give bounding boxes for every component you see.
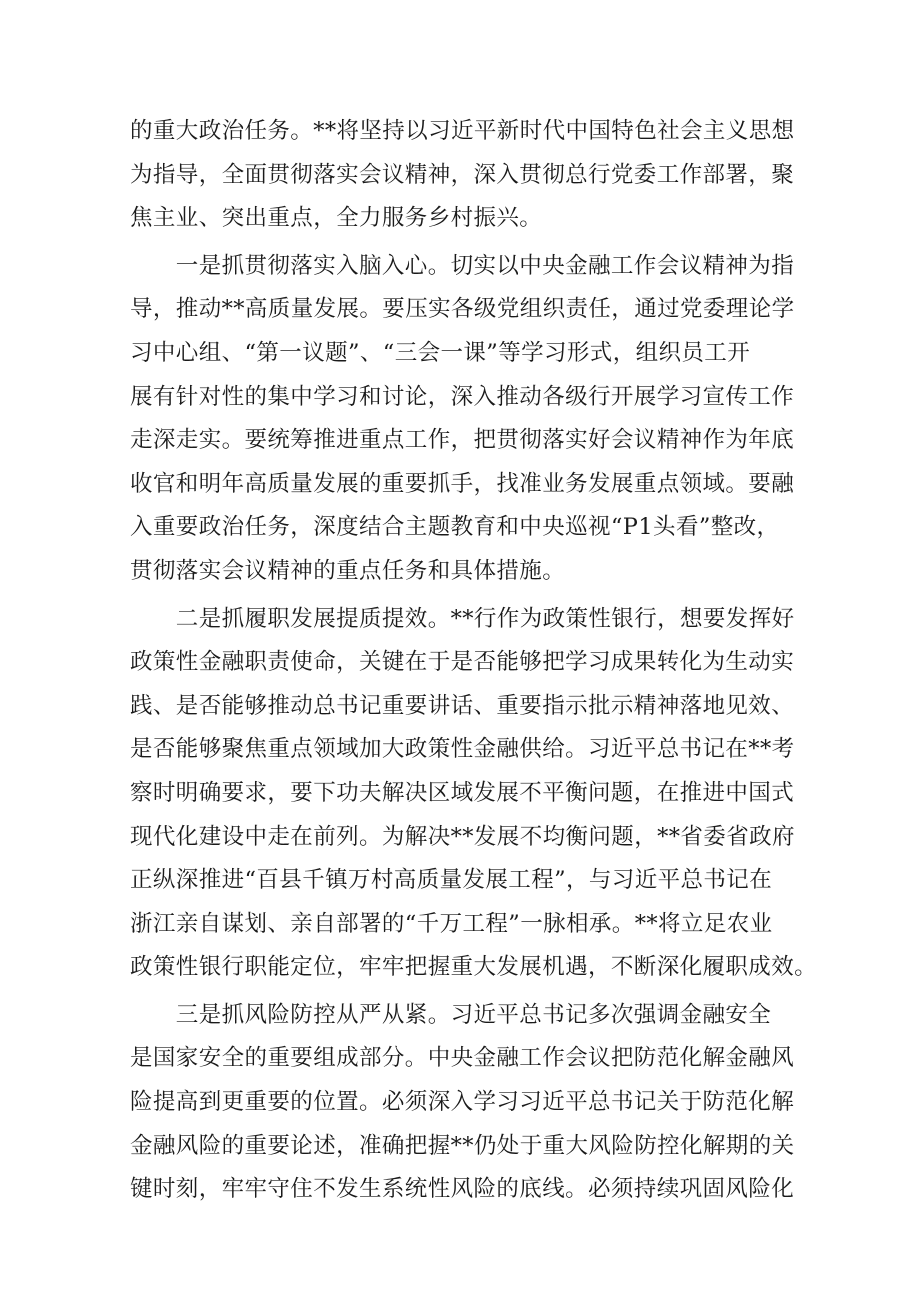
- text-line: 收官和明年高质量发展的重要抓手，找准业务发展重点领域。要融: [130, 470, 795, 497]
- paragraph-4: [130, 994, 795, 1212]
- text-line: 二是抓履职发展提质提效。**行作为政策性银行，想要发挥好: [130, 605, 795, 632]
- text-line: 现代化建设中走在前列。为解决**发展不均衡问题，**省委省政府: [130, 823, 795, 850]
- text-line: 的重大政治任务。**将坚持以习近平新时代中国特色社会主义思想: [130, 118, 795, 144]
- text-line: 展有针对性的集中学习和讨论，深入推动各级行开展学习宣传工作: [130, 383, 795, 410]
- text-line: 习中心组、“第一议题”、“三会一课”等学习形式，组织员工开: [130, 339, 751, 366]
- text-line: 走深走实。要统筹推进重点工作，把贯彻落实好会议精神作为年底: [130, 427, 795, 454]
- text-line: 三是抓风险防控从严从紧。习近平总书记多次强调金融安全: [130, 1001, 772, 1028]
- paragraph-1: [130, 110, 795, 241]
- text-line: 入重要政治任务，深度结合主题教育和中央巡视“P1头看”整改，: [130, 514, 780, 541]
- text-line: 险提高到更重要的位置。必须深入学习习近平总书记关于防范化解: [130, 1089, 795, 1116]
- text-line: 正纵深推进“百县千镇万村高质量发展工程”，与习近平总书记在: [130, 867, 773, 894]
- text-line: 是否能够聚焦重点领域加大政策性金融供给。习近平总书记在**考: [130, 736, 795, 763]
- paragraph-2: [130, 245, 795, 594]
- text-line: 政策性金融职责使命，关键在于是否能够把学习成果转化为生动实: [130, 649, 795, 676]
- text-line: 政策性银行职能定位，牢牢把握重大发展机遇，不断深化履职成效。: [130, 954, 818, 981]
- text-line: 浙江亲自谋划、亲自部署的“千万工程”一脉相承。**将立足农业: [130, 910, 773, 937]
- text-line: 察时明确要求，要下功夫解决区域发展不平衡问题，在推进中国式: [130, 779, 795, 806]
- text-line: 键时刻，牢牢守住不发生系统性风险的底线。必须持续巩固风险化: [130, 1176, 795, 1203]
- text-line: 一是抓贯彻落实入脑入心。切实以中央金融工作会议精神为指: [130, 252, 795, 279]
- paragraph-3: [130, 598, 818, 990]
- text-line: 贯彻落实会议精神的重点任务和具体措施。: [130, 557, 566, 584]
- text-line: 焦主业、突出重点，全力服务乡村振兴。: [130, 205, 543, 232]
- text-line: 是国家安全的重要组成部分。中央金融工作会议把防范化解金融风: [130, 1045, 795, 1072]
- document-page: [130, 110, 818, 1212]
- text-line: 金融风险的重要论述，准确把握**仍处于重大风险防控化解期的关: [130, 1132, 795, 1159]
- text-line: 践、是否能够推动总书记重要讲话、重要指示批示精神落地见效、: [130, 692, 795, 719]
- text-line: 为指导，全面贯彻落实会议精神，深入贯彻总行党委工作部署，聚: [130, 161, 795, 188]
- text-line: 导，推动**高质量发展。要压实各级党组织责任，通过党委理论学: [130, 296, 795, 323]
